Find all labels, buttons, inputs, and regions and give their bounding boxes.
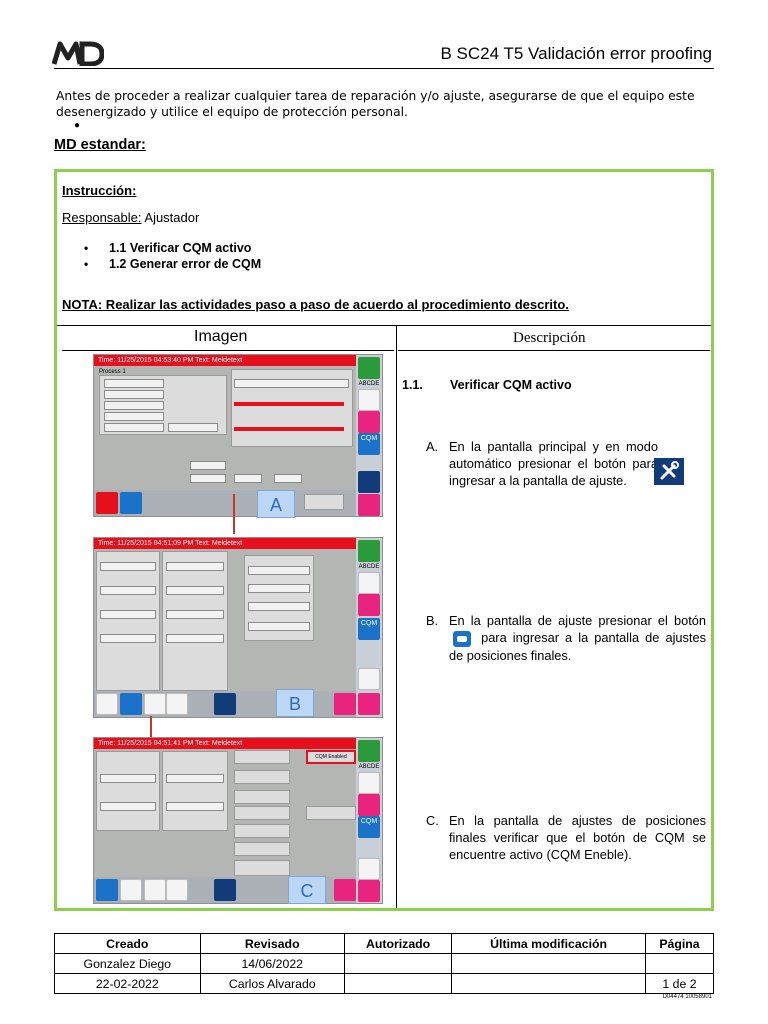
marker-b: B [276,689,314,717]
table-cell: 1 de 2 [646,974,714,994]
column-divider [396,325,397,908]
power-icon[interactable] [96,492,118,514]
count-field [190,461,226,470]
counter-field [248,602,310,611]
wrench-icon[interactable] [358,794,380,816]
table-cell: 14/06/2022 [200,954,344,974]
info-icon[interactable] [358,880,380,902]
adjust-tools-icon[interactable] [358,471,380,493]
responsible-label: Responsable: [62,210,142,225]
gear-icon[interactable] [358,572,380,594]
responsible-line [62,210,199,225]
description-item-b [426,612,706,664]
abcde-label: ABCDE [358,764,380,770]
count-field [234,474,262,483]
axis-field [166,562,224,571]
dont-pull-button[interactable] [234,824,290,838]
header-rule-right [398,350,710,351]
bullet-mark: ● [74,120,81,131]
reject-cutter-disabled-button[interactable] [234,770,290,784]
arrow-b-to-c [150,716,152,738]
process-field [104,379,164,388]
header-creado: Creado [55,934,201,954]
press-icon[interactable] [96,879,118,901]
end-positions-icon[interactable] [120,879,142,901]
wrench-icon[interactable] [358,594,380,616]
process-field [168,423,218,432]
reset-button[interactable] [304,494,344,510]
adjust-tools-icon [654,458,684,485]
cqm-icon[interactable]: CQM [358,618,380,640]
arrow-a-to-b [233,494,235,534]
step-number: 1.1. [402,378,423,392]
marker-a: A [257,490,295,518]
step-item: • 1.1 Verificar CQM activo [84,240,261,256]
abcde-label: ABCDE [358,381,380,387]
axis-field [100,586,156,595]
side-panel [356,738,382,903]
pull-check-button[interactable] [306,806,356,820]
document-title: B SC24 T5 Validación error proofing [440,44,712,63]
abcde-label: ABCDE [358,564,380,570]
process-field [104,401,164,410]
table-cell [452,974,646,994]
side-panel [356,355,382,516]
table-cell [344,974,451,994]
header-rule [54,68,714,69]
bottom-bar [94,691,356,717]
process-field [104,412,164,421]
side-panel [356,538,382,717]
axis-field [100,802,156,811]
axis-field [166,634,224,643]
md-logo [52,40,104,66]
count-field [274,474,302,483]
item-letter: C. [426,813,439,828]
item-text: En la pantalla de ajuste presionar el botón [449,613,706,628]
axis-field [166,774,224,783]
item-letter: B. [426,613,439,628]
column-description-title: Descripción [513,330,586,346]
header-autorizado: Autorizado [344,934,451,954]
progress-bar [234,402,344,406]
axis-field [100,610,156,619]
order-field [234,379,349,388]
crimping-disabled-button[interactable] [234,750,290,764]
table-cell [344,954,451,974]
gear-icon[interactable] [358,389,380,411]
item-text: En la pantalla de ajustes de posiciones finales verificar que el botón de CQM se encuentre activo (CQM Eneble). [449,813,706,862]
gear-icon[interactable] [358,772,380,794]
counter-field [248,584,310,593]
lock-icon[interactable] [358,540,380,562]
table-cell [452,954,646,974]
description-item-c [426,812,706,863]
section-heading: MD estandar: [54,137,146,153]
cqm-tools-icon[interactable] [214,879,236,901]
process-field [104,423,164,432]
step-list [84,240,261,272]
screenshot-main-screen [93,354,383,517]
transfer-axis-panel [96,551,160,691]
axis-field [100,634,156,643]
header-ultima-modificacion: Última modificación [452,934,646,954]
fast-position-button[interactable] [234,842,290,856]
table-header-row [55,934,714,954]
item-letter: A. [426,439,439,454]
header-revisado: Revisado [200,934,344,954]
axis-field [166,802,224,811]
title-bar: Time: 11/25/2015 04:53:40 PM Text: Meldetext [94,355,356,366]
info-icon[interactable] [358,494,380,516]
table-top-rule [57,325,711,326]
table-cell: Carlos Alvarado [200,974,344,994]
reset-icon[interactable] [334,879,356,901]
header-rule-left [62,350,394,351]
document-codes: D04474 10058901 [662,994,712,1000]
process-field [104,390,164,399]
table-cell: Gonzalez Diego [55,954,201,974]
bottom-bar [94,490,356,516]
press-icon[interactable] [96,693,118,715]
blades-axis-panel [162,551,228,691]
blades-icon[interactable] [166,693,188,715]
push-back-button[interactable] [234,806,290,820]
end-positions-icon [453,631,471,647]
adjust-tools-icon[interactable] [358,668,380,690]
blades-icon[interactable] [166,879,188,901]
approval-table [54,933,714,994]
item-text: En la pantalla principal y en modo automático presionar el botón [449,439,658,471]
nota-text: NOTA: Realizar las actividades paso a paso de acuerdo al procedimiento descrito. [62,297,569,312]
safety-intro: Antes de proceder a realizar cualquier tarea de reparación y/o ajuste, asegurarse de que el equipo este desenergizado y utilice el equipo de protección personal. [56,89,695,119]
adjust-tools-icon[interactable] [358,858,380,880]
table-row [55,974,714,994]
screenshot-end-positions-screen [93,737,383,904]
item-text: para ingresar a la pantalla de ajuste. [449,456,658,488]
cqm-icon[interactable]: CQM [358,816,380,838]
step-title: Verificar CQM activo [450,378,572,392]
table-cell [646,954,714,974]
reset-icon[interactable] [334,693,356,715]
gears-icon[interactable] [120,492,142,514]
process-title: Process 1 [99,369,126,375]
table-cell: 22-02-2022 [55,974,201,994]
title-bar: Time: 11/25/2015 04:51:09 PM Text: Meldetext [94,538,356,549]
end-positions-icon[interactable] [120,693,142,715]
axis-field [100,562,156,571]
blades-axis-panel [162,751,228,831]
info-icon[interactable] [358,693,380,715]
cqm-icon[interactable]: CQM [358,433,380,455]
item-text: para ingresar a la pantalla de ajustes de posiciones finales. [449,630,706,663]
aligning-enabled-button[interactable] [234,790,290,804]
table-row [55,954,714,974]
count-field [190,474,226,483]
open-holding-tongs-button[interactable] [234,860,290,876]
header-pagina: Página [646,934,714,954]
title-bar: Time: 11/25/2015 04:51:41 PM Text: Meldetext [94,738,356,749]
cqm-enabled-button[interactable]: CQM Enabled [306,750,356,764]
marker-c: C [288,876,326,904]
lock-icon[interactable] [358,740,380,762]
responsible-value: Ajustador [141,210,200,225]
transfer-axis-panel [96,751,160,831]
cqm-tools-icon[interactable] [214,693,236,715]
wrench-icon[interactable] [358,411,380,433]
column-image-title: Imagen [194,328,248,345]
axis-field [166,610,224,619]
counter-field [248,622,310,631]
lock-icon[interactable] [358,357,380,379]
axis-field [100,774,156,783]
screenshot-adjust-screen [93,537,383,718]
instruction-label: Instrucción: [62,183,137,198]
transfer-icon[interactable] [144,879,166,901]
step-item: • 1.2 Generar error de CQM [84,256,261,272]
axis-field [166,586,224,595]
transfer-icon[interactable] [144,693,166,715]
step-heading [402,378,572,392]
progress-bar [234,427,344,431]
counter-field [248,566,310,575]
